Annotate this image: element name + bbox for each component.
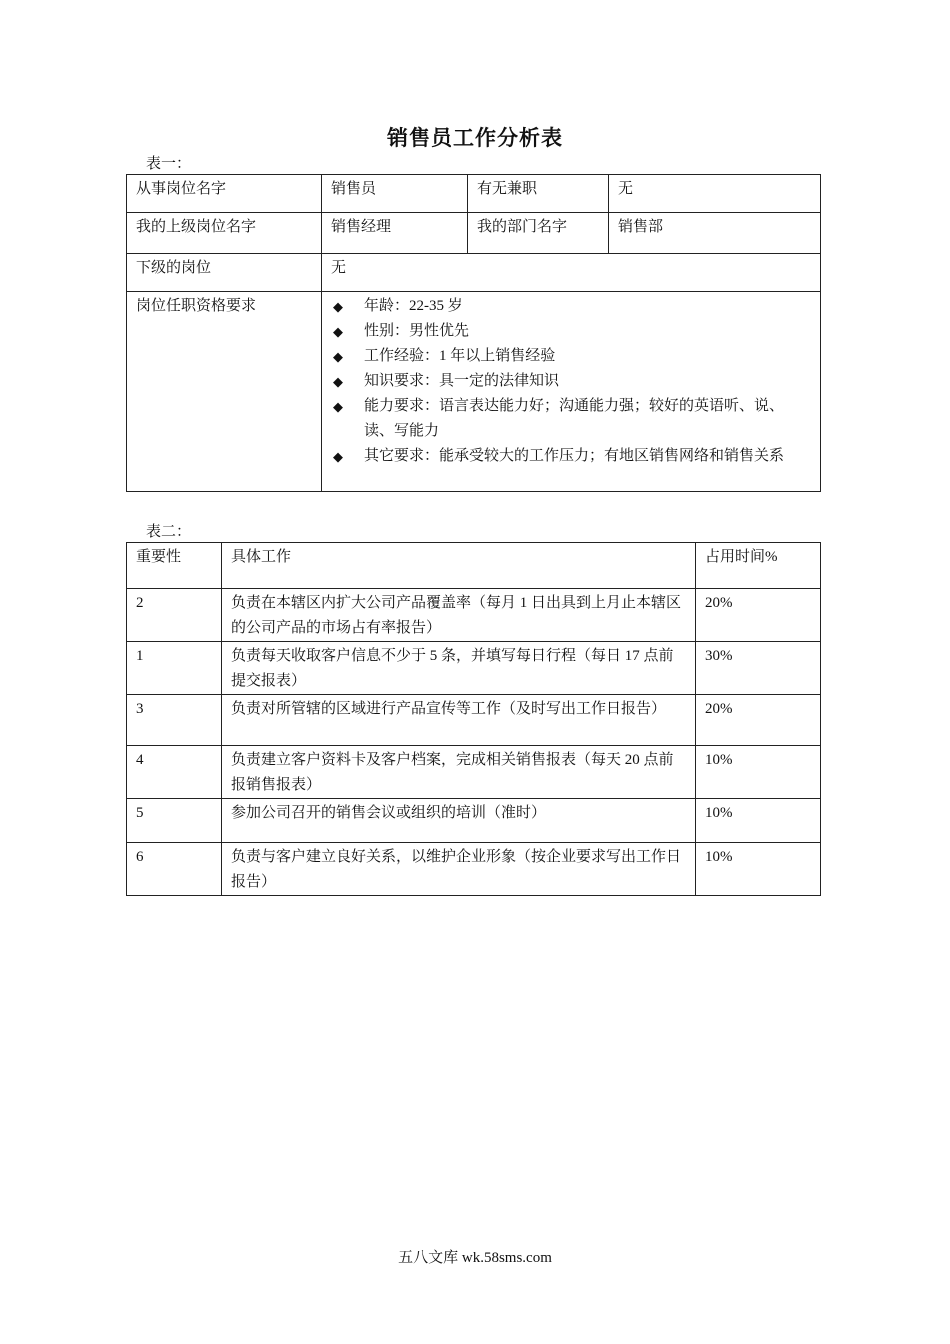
diamond-bullet-icon: ◆: [333, 399, 343, 414]
diamond-bullet-icon: ◆: [333, 449, 343, 464]
label-cell: 我的部门名字: [468, 213, 609, 254]
diamond-bullet-icon: ◆: [333, 324, 343, 339]
importance-cell: 6: [127, 843, 222, 896]
header-cell: 占用时间%: [696, 543, 821, 589]
time-cell: 10%: [696, 746, 821, 799]
table-row: [127, 746, 821, 799]
diamond-bullet-icon: ◆: [333, 374, 343, 389]
page-title: 销售员工作分析表: [387, 126, 563, 150]
table-row: [127, 843, 821, 896]
list-item: ◆ 工作经验：1 年以上销售经验: [331, 344, 811, 369]
list-item: ◆ 知识要求：具一定的法律知识: [331, 369, 811, 394]
time-cell: 10%: [696, 799, 821, 843]
list-item: ◆ 性别：男性优先: [331, 319, 811, 344]
table-row: [127, 695, 821, 746]
job-info-table: [126, 174, 821, 492]
task-cell: 负责建立客户资料卡及客户档案，完成相关销售报表（每天 20 点前报销售报表）: [222, 746, 696, 799]
list-item: ◆ 其它要求：能承受较大的工作压力；有地区销售网络和销售关系: [331, 444, 811, 469]
table-row: [127, 292, 821, 492]
task-cell: 参加公司召开的销售会议或组织的培训（准时）: [222, 799, 696, 843]
value-cell: 无: [609, 175, 821, 213]
value-cell: 销售经理: [322, 213, 468, 254]
importance-cell: 4: [127, 746, 222, 799]
label-cell: 有无兼职: [468, 175, 609, 213]
label-cell: 岗位任职资格要求: [127, 292, 322, 492]
time-cell: 30%: [696, 642, 821, 695]
diamond-bullet-icon: ◆: [333, 349, 343, 364]
time-cell: 20%: [696, 589, 821, 642]
value-cell: 无: [322, 254, 821, 292]
time-cell: 10%: [696, 843, 821, 896]
table-row: [127, 254, 821, 292]
table-header-row: [127, 543, 821, 589]
task-cell: 负责对所管辖的区域进行产品宣传等工作（及时写出工作日报告）: [222, 695, 696, 746]
table1-caption: 表一：: [146, 156, 192, 172]
table-row: [127, 642, 821, 695]
label-cell: 从事岗位名字: [127, 175, 322, 213]
importance-cell: 1: [127, 642, 222, 695]
table-row: [127, 175, 821, 213]
importance-cell: 5: [127, 799, 222, 843]
value-cell: 销售部: [609, 213, 821, 254]
task-cell: 负责在本辖区内扩大公司产品覆盖率（每月 1 日出具到上月止本辖区的公司产品的市场占有率报告）: [222, 589, 696, 642]
time-cell: 20%: [696, 695, 821, 746]
label-cell: 下级的岗位: [127, 254, 322, 292]
table-row: [127, 213, 821, 254]
table2-caption: 表二：: [146, 524, 192, 540]
header-cell: 具体工作: [222, 543, 696, 589]
importance-cell: 3: [127, 695, 222, 746]
list-item: ◆ 能力要求：语言表达能力好；沟通能力强；较好的英语听、说、读、写能力: [331, 394, 811, 444]
header-cell: 重要性: [127, 543, 222, 589]
requirements-cell: [322, 292, 821, 492]
label-cell: 我的上级岗位名字: [127, 213, 322, 254]
diamond-bullet-icon: ◆: [333, 299, 343, 314]
requirements-list: [331, 294, 811, 469]
work-tasks-table: [126, 542, 821, 896]
table-row: [127, 589, 821, 642]
table-row: [127, 799, 821, 843]
list-item: ◆ 年龄：22-35 岁: [331, 294, 811, 319]
task-cell: 负责每天收取客户信息不少于 5 条，并填写每日行程（每日 17 点前提交报表）: [222, 642, 696, 695]
importance-cell: 2: [127, 589, 222, 642]
footer-watermark: 五八文库 wk.58sms.com: [398, 1250, 552, 1266]
value-cell: 销售员: [322, 175, 468, 213]
task-cell: 负责与客户建立良好关系，以维护企业形象（按企业要求写出工作日报告）: [222, 843, 696, 896]
